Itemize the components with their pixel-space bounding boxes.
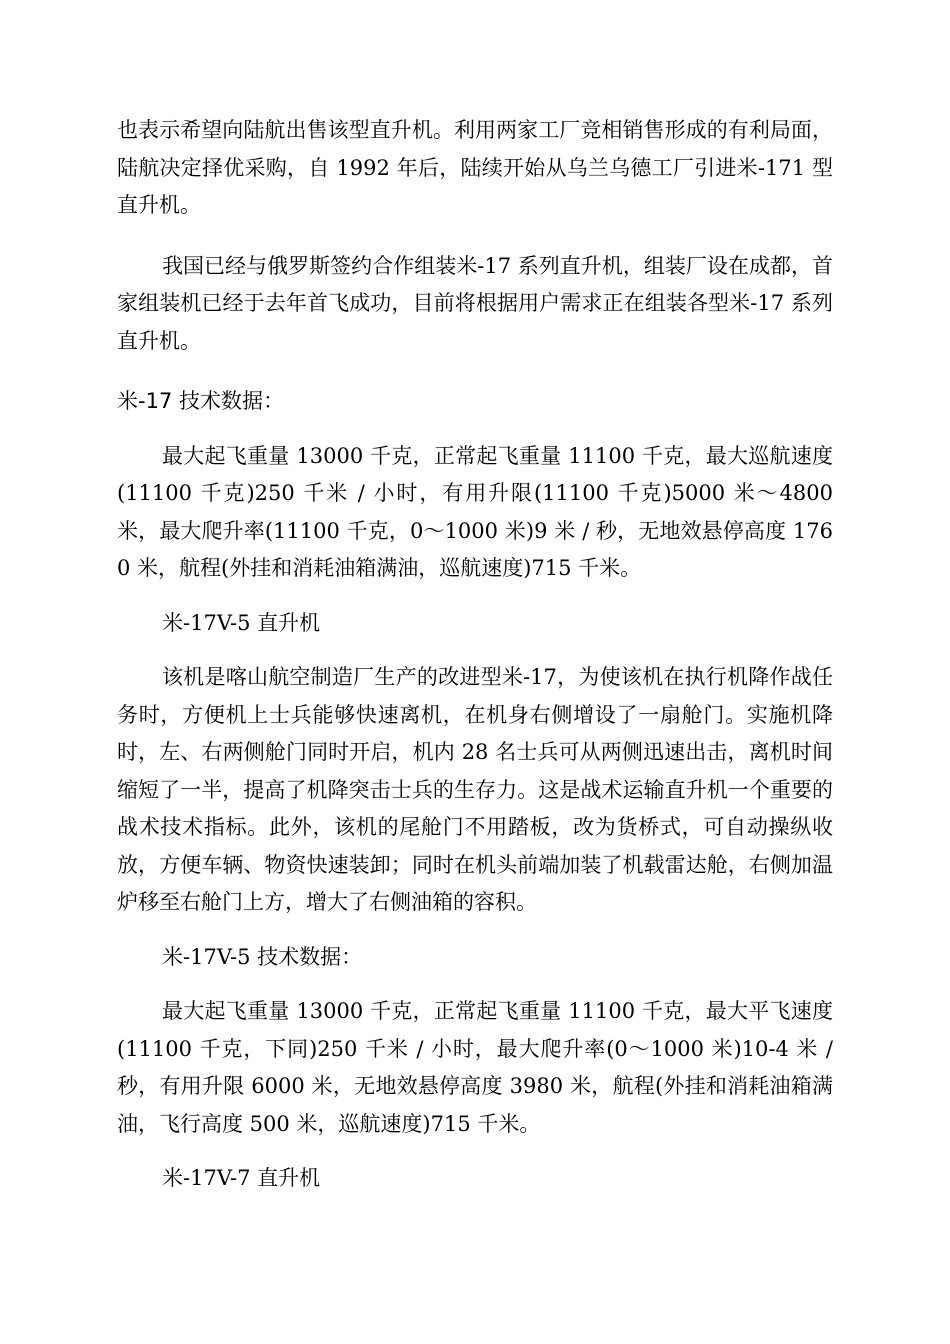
paragraph-mi17v5-specs: 最大起飞重量 13000 千克，正常起飞重量 11100 千克，最大平飞速度(11100 千克，下同)250 千米 / 小时，最大爬升率(0～1000 米)10-4 米 / 秒，有用升限 6000 米，无地效悬停高度 3980 米，航程(外挂和消耗油箱满油，飞行高度 500 米，巡航速度)715 千米。 [117, 999, 833, 1136]
heading-mi17-specs: 米-17 技术数据： [117, 389, 284, 413]
paragraph-chengdu-assembly: 我国已经与俄罗斯签约合作组装米-17 系列直升机，组装厂设在成都，首家组装机已经于去年首飞成功，目前将根据用户需求正在组装各型米-17 系列直升机。 [117, 253, 833, 353]
paragraph-mi17v5-description: 该机是喀山航空制造厂生产的改进型米-17，为使该机在执行机降作战任务时，方便机上士兵能够快速离机，在机身右侧增设了一扇舱门。实施机降时，左、右两侧舱门同时开启，机内 28 名士兵可从两侧迅速出击，离机时间缩短了一半，提高了机降突击士兵的生存力。这是战术运输直升机一个重要的战术技术指标。此外，该机的尾舱门不用踏板，改为货桥式，可自动操纵收放，方便车辆、物资快速装卸；同时在机头前端加装了机载雷达舱，右侧加温炉移至右舱门上方，增大了右侧油箱的容积。 [117, 665, 833, 914]
paragraph-mi17-specs: 最大起飞重量 13000 千克，正常起飞重量 11100 千克，最大巡航速度(11100 千克)250 千米 / 小时，有用升限(11100 千克)5000 米～4800 米，最大爬升率(11100 千克，0～1000 米)9 米 / 秒，无地效悬停高度 1760 米，航程(外挂和消耗油箱满油，巡航速度)715 千米。 [117, 443, 833, 580]
heading-mi17v5: 米-17V-5 直升机 [162, 610, 321, 635]
heading-mi17v5-specs: 米-17V-5 技术数据： [162, 944, 363, 969]
paragraph-mi171-procurement: 也表示希望向陆航出售该型直升机。利用两家工厂竞相销售形成的有利局面，陆航决定择优采购，自 1992 年后，陆续开始从乌兰乌德工厂引进米-171 型直升机。 [117, 118, 833, 217]
heading-mi17v7: 米-17V-7 直升机 [162, 1166, 321, 1190]
document-page [117, 112, 833, 1198]
